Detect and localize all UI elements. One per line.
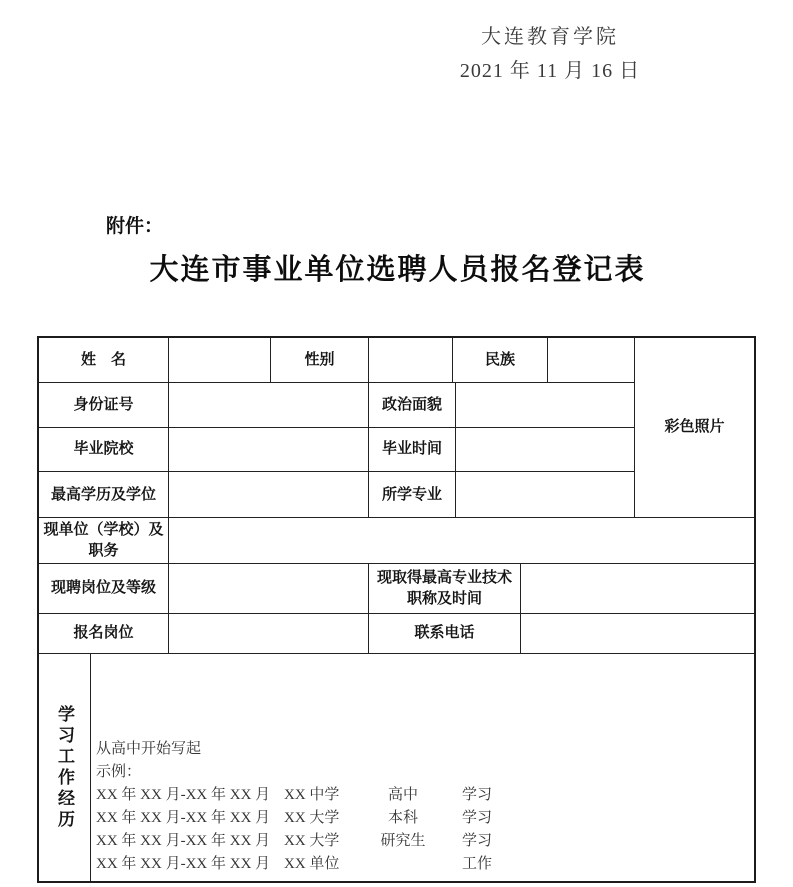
major-value-cell (456, 472, 634, 518)
example-level: 高中 (387, 787, 418, 803)
example-period: XX 年 XX 月-XX 年 XX 月 (96, 787, 271, 803)
example-org: XX 中学 (284, 787, 340, 803)
professional-title-value-cell (521, 564, 754, 613)
example-org: XX 大学 (284, 810, 340, 826)
ethnicity-label: 民族 (453, 338, 548, 382)
experience-label: 学习工作经历 (55, 704, 74, 831)
ethnicity-value-cell (548, 338, 634, 382)
table-row-current-unit (39, 518, 754, 564)
example-activity: 学习 (462, 833, 493, 849)
highest-degree-label: 最高学历及学位 (39, 472, 169, 518)
gender-label: 性别 (271, 338, 369, 382)
example-activity: 学习 (462, 787, 493, 803)
issue-date: 2021 年 11 月 16 日 (459, 60, 641, 82)
example-period: XX 年 XX 月-XX 年 XX 月 (96, 856, 271, 872)
example-period: XX 年 XX 月-XX 年 XX 月 (96, 833, 271, 849)
id-number-label: 身份证号 (39, 383, 169, 427)
registration-form-table (37, 336, 756, 883)
experience-example-label: 示例： (96, 764, 142, 780)
political-status-label: 政治面貌 (369, 383, 456, 427)
experience-example-row (94, 807, 750, 830)
id-number-value-cell (169, 383, 369, 427)
basic-info-section (39, 338, 754, 518)
experience-example-row (94, 830, 750, 853)
table-row-position-phone (39, 614, 754, 654)
current-unit-value-cell (169, 518, 754, 563)
current-post-label: 现聘岗位及等级 (39, 564, 169, 613)
basic-info-rows (39, 338, 634, 517)
table-row-id-political (39, 383, 634, 428)
applied-position-label: 报名岗位 (39, 614, 169, 653)
political-status-value-cell (456, 383, 634, 427)
example-activity: 工作 (462, 856, 493, 872)
table-row-school-gradtime (39, 428, 634, 472)
gender-value-cell (369, 338, 453, 382)
example-activity: 学习 (462, 810, 493, 826)
example-org: XX 单位 (284, 856, 340, 872)
name-value-cell (169, 338, 271, 382)
current-post-value-cell (169, 564, 369, 613)
graduation-time-value-cell (456, 428, 634, 471)
contact-phone-value-cell (521, 614, 754, 653)
experience-content (91, 654, 754, 881)
professional-title-label: 现取得最高专业技术职称及时间 (369, 564, 521, 613)
issuing-organization: 大连教育学院 (481, 26, 619, 48)
contact-phone-label: 联系电话 (369, 614, 521, 653)
table-row-degree-major (39, 472, 634, 518)
experience-example-row (94, 784, 750, 807)
example-level (360, 853, 446, 876)
example-level: 研究生 (380, 833, 426, 849)
example-level: 本科 (387, 810, 418, 826)
highest-degree-value-cell (169, 472, 369, 518)
table-row-post-title (39, 564, 754, 614)
color-photo-cell (634, 338, 754, 517)
experience-example-row (94, 853, 750, 876)
graduate-school-label: 毕业院校 (39, 428, 169, 471)
color-photo-label: 彩色照片 (664, 418, 725, 436)
experience-section (39, 654, 754, 881)
table-row-name-gender-ethnicity (39, 338, 634, 383)
form-title: 大连市事业单位选聘人员报名登记表 (149, 254, 646, 286)
experience-hint: 从高中开始写起 (96, 741, 202, 757)
example-org: XX 大学 (284, 833, 340, 849)
current-unit-label: 现单位（学校）及职务 (39, 518, 169, 563)
attachment-label: 附件： (106, 216, 164, 237)
major-label: 所学专业 (369, 472, 456, 518)
document-header (390, 24, 710, 84)
experience-label-cell (39, 654, 91, 881)
graduation-time-label: 毕业时间 (369, 428, 456, 471)
graduate-school-value-cell (169, 428, 369, 471)
name-label: 姓 名 (39, 338, 169, 382)
example-period: XX 年 XX 月-XX 年 XX 月 (96, 810, 271, 826)
applied-position-value-cell (169, 614, 369, 653)
